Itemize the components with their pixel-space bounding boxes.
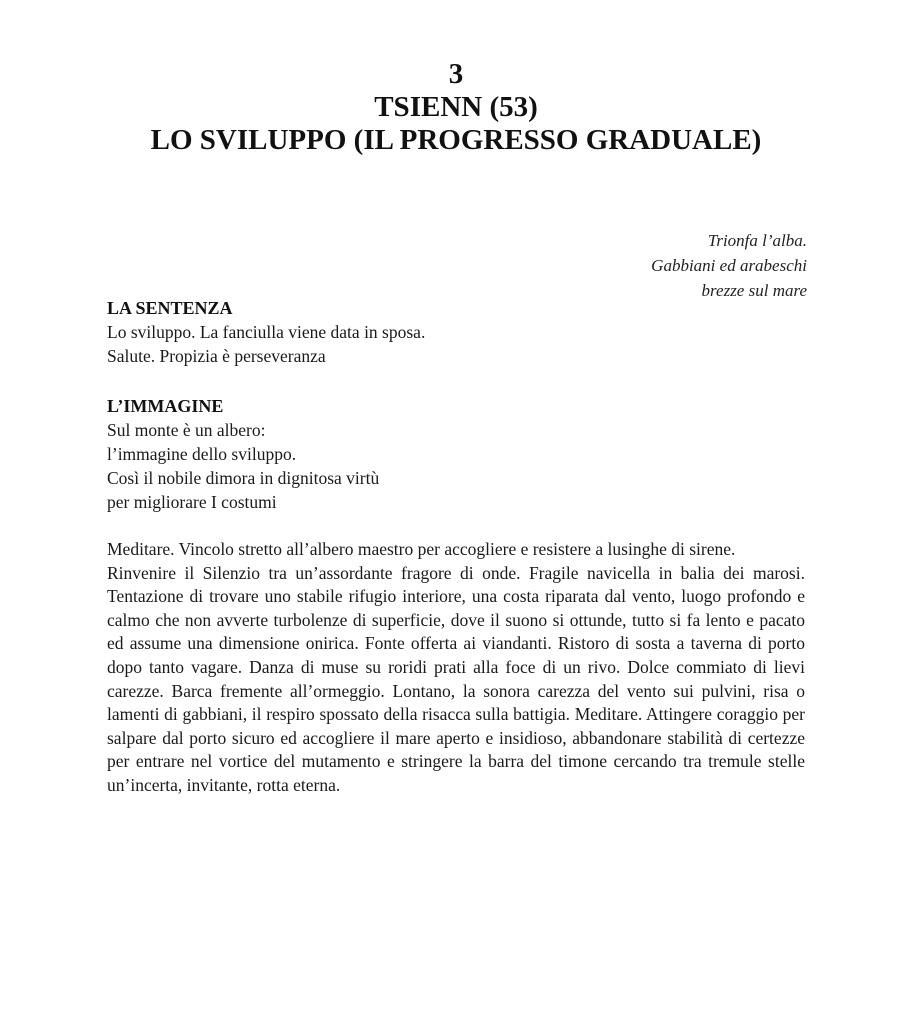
chapter-title-block <box>0 58 912 157</box>
epigraph <box>651 228 807 303</box>
commentary-paragraph: Meditare. Vincolo stretto all’albero maestro per accogliere e resistere a lusinghe di sirene. <box>107 539 736 559</box>
commentary-paragraph: Rinvenire il Silenzio tra un’assordante fragore di onde. Fragile navicella in balia dei marosi. Tentazione di trovare uno stabile rifugio interiore, una costa riparata dal vento, luogo profondo e calmo che non avverte turbolenze di superficie, dove il suono si ottunde, tutto si fa lento e pacato ed assume una dimensione onirica. Fonte offerta ai viandanti. Ristoro di sosta a taverna di porto dopo tanto vagare. Danza di muse su roridi prati alla foce di un rivo. Dolce commiato di lievi carezze. Barca fremente all’ormeggio. Lontano, la sonora carezza del vento sui pulvini, risa o lamenti di gabbiani, il respiro spossato della risacca sulla battigia. Meditare. Attingere coraggio per salpare dal porto sicuro ed accogliere il mare aperto e insidioso, abbandonare stabilità di certezze per entrare nel vortice del mutamento e stringere la barra del timone cercando tra tremule stelle un’incerta, invitante, rotta eterna. <box>107 562 805 795</box>
immagine-line: Così il nobile dimora in dignitosa virtù <box>107 468 380 488</box>
epigraph-line: brezze sul mare <box>701 281 807 300</box>
sentenza-heading: LA SENTENZA <box>107 298 233 318</box>
immagine-section <box>107 394 807 514</box>
commentary <box>107 538 805 798</box>
sentenza-section <box>107 296 807 368</box>
immagine-line: per migliorare I costumi <box>107 492 277 512</box>
hexagram-subtitle: LO SVILUPPO (IL PROGRESSO GRADUALE) <box>150 124 762 156</box>
epigraph-line: Gabbiani ed arabeschi <box>651 256 807 275</box>
immagine-heading: L’IMMAGINE <box>107 396 224 416</box>
immagine-line: Sul monte è un albero: <box>107 420 266 440</box>
hexagram-title: TSIENN (53) <box>374 91 538 123</box>
sentenza-line: Salute. Propizia è perseveranza <box>107 346 326 366</box>
chapter-number: 3 <box>448 58 464 90</box>
epigraph-line: Trionfa l’alba. <box>707 231 807 250</box>
sentenza-line: Lo sviluppo. La fanciulla viene data in sposa. <box>107 322 426 342</box>
immagine-line: l’immagine dello sviluppo. <box>107 444 297 464</box>
